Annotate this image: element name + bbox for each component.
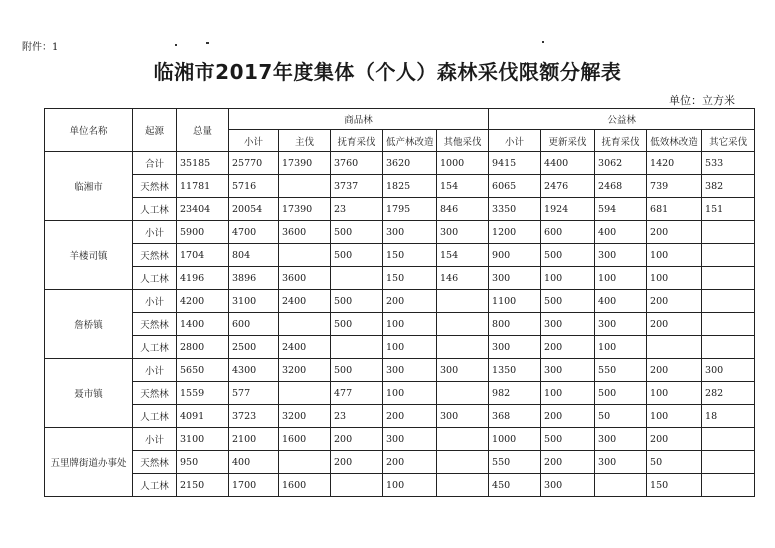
public-value-cell: 100	[595, 267, 647, 290]
public-value-cell	[702, 336, 755, 359]
commercial-value-cell: 600	[229, 313, 279, 336]
commercial-value-cell	[331, 474, 383, 497]
public-value-cell: 200	[541, 451, 595, 474]
commercial-value-cell: 3600	[279, 267, 331, 290]
commercial-value-cell: 500	[331, 290, 383, 313]
commercial-value-cell: 154	[437, 244, 489, 267]
total-cell: 35185	[177, 152, 229, 175]
public-value-cell: 550	[489, 451, 541, 474]
origin-cell: 人工林	[133, 405, 177, 428]
public-value-cell: 400	[595, 290, 647, 313]
public-value-cell: 500	[541, 290, 595, 313]
public-value-cell	[702, 313, 755, 336]
commercial-value-cell: 577	[229, 382, 279, 405]
origin-cell: 小计	[133, 221, 177, 244]
public-value-cell: 100	[647, 267, 702, 290]
table-row	[45, 290, 755, 313]
origin-cell: 天然林	[133, 313, 177, 336]
public-value-cell	[702, 451, 755, 474]
header-public-col: 更新采伐	[541, 130, 595, 152]
table-row	[45, 152, 755, 175]
public-value-cell: 400	[595, 221, 647, 244]
table-body	[45, 109, 755, 497]
table-row	[45, 428, 755, 451]
commercial-value-cell: 1795	[383, 198, 437, 221]
commercial-value-cell: 300	[383, 359, 437, 382]
public-value-cell	[702, 221, 755, 244]
commercial-value-cell	[437, 428, 489, 451]
public-value-cell: 282	[702, 382, 755, 405]
total-cell: 4200	[177, 290, 229, 313]
table-row	[45, 221, 755, 244]
commercial-value-cell: 3737	[331, 175, 383, 198]
commercial-value-cell: 3896	[229, 267, 279, 290]
commercial-value-cell	[279, 175, 331, 198]
public-value-cell: 50	[595, 405, 647, 428]
commercial-value-cell: 500	[331, 221, 383, 244]
unit-name-cell: 詹桥镇	[45, 290, 133, 359]
commercial-value-cell: 100	[383, 313, 437, 336]
commercial-value-cell: 23	[331, 405, 383, 428]
page-title: 临湘市2017年度集体（个人）森林采伐限额分解表	[153, 60, 622, 84]
commercial-value-cell: 4300	[229, 359, 279, 382]
origin-cell: 天然林	[133, 451, 177, 474]
scan-speck	[206, 42, 209, 44]
commercial-value-cell: 23	[331, 198, 383, 221]
unit-name-cell: 五里牌街道办事处	[45, 428, 133, 497]
origin-cell: 人工林	[133, 336, 177, 359]
total-cell: 1400	[177, 313, 229, 336]
public-value-cell: 1350	[489, 359, 541, 382]
commercial-value-cell: 3600	[279, 221, 331, 244]
commercial-value-cell: 3100	[229, 290, 279, 313]
public-value-cell: 1924	[541, 198, 595, 221]
commercial-value-cell: 3200	[279, 359, 331, 382]
commercial-value-cell: 500	[331, 313, 383, 336]
commercial-value-cell: 300	[437, 359, 489, 382]
table-row	[45, 336, 755, 359]
header-commercial-col: 低产林改造	[383, 130, 437, 152]
commercial-value-cell: 1000	[437, 152, 489, 175]
public-value-cell: 100	[595, 336, 647, 359]
public-value-cell: 450	[489, 474, 541, 497]
commercial-value-cell: 1600	[279, 428, 331, 451]
public-value-cell: 533	[702, 152, 755, 175]
public-value-cell	[595, 474, 647, 497]
public-value-cell: 200	[647, 221, 702, 244]
commercial-value-cell: 1600	[279, 474, 331, 497]
public-value-cell: 300	[702, 359, 755, 382]
public-value-cell: 300	[595, 451, 647, 474]
commercial-value-cell	[279, 382, 331, 405]
public-value-cell: 1420	[647, 152, 702, 175]
public-value-cell	[702, 474, 755, 497]
commercial-value-cell	[279, 451, 331, 474]
public-value-cell: 200	[541, 336, 595, 359]
table-row	[45, 313, 755, 336]
unit-name-cell: 聂市镇	[45, 359, 133, 428]
header-unit-name: 单位名称	[45, 109, 133, 152]
attachment-label: 附件：1	[22, 42, 59, 53]
table-row	[45, 244, 755, 267]
scan-speck	[542, 41, 544, 43]
public-value-cell: 100	[541, 267, 595, 290]
public-value-cell: 382	[702, 175, 755, 198]
public-value-cell: 300	[489, 267, 541, 290]
commercial-value-cell: 200	[383, 290, 437, 313]
total-cell: 4196	[177, 267, 229, 290]
commercial-value-cell: 17390	[279, 198, 331, 221]
total-cell: 2800	[177, 336, 229, 359]
commercial-value-cell: 20054	[229, 198, 279, 221]
commercial-value-cell: 150	[383, 267, 437, 290]
public-value-cell: 200	[647, 313, 702, 336]
commercial-value-cell	[279, 244, 331, 267]
origin-cell: 人工林	[133, 474, 177, 497]
public-value-cell: 200	[541, 405, 595, 428]
commercial-value-cell: 3200	[279, 405, 331, 428]
origin-cell: 小计	[133, 359, 177, 382]
total-cell: 1559	[177, 382, 229, 405]
header-commercial-col: 小计	[229, 130, 279, 152]
public-value-cell: 300	[595, 313, 647, 336]
commercial-value-cell: 200	[331, 451, 383, 474]
public-value-cell	[702, 290, 755, 313]
public-value-cell: 200	[647, 359, 702, 382]
public-value-cell: 6065	[489, 175, 541, 198]
commercial-value-cell: 1825	[383, 175, 437, 198]
table-row	[45, 175, 755, 198]
commercial-value-cell: 200	[383, 405, 437, 428]
public-value-cell: 200	[647, 290, 702, 313]
commercial-value-cell: 804	[229, 244, 279, 267]
header-row-1	[45, 109, 755, 130]
total-cell: 11781	[177, 175, 229, 198]
commercial-value-cell: 146	[437, 267, 489, 290]
origin-cell: 天然林	[133, 175, 177, 198]
origin-cell: 人工林	[133, 267, 177, 290]
public-value-cell: 2468	[595, 175, 647, 198]
commercial-value-cell: 2400	[279, 290, 331, 313]
public-value-cell	[702, 244, 755, 267]
public-value-cell: 100	[647, 244, 702, 267]
public-value-cell: 500	[595, 382, 647, 405]
commercial-value-cell	[437, 290, 489, 313]
total-cell: 2150	[177, 474, 229, 497]
commercial-value-cell: 100	[383, 474, 437, 497]
public-value-cell: 300	[595, 428, 647, 451]
public-value-cell: 3350	[489, 198, 541, 221]
commercial-value-cell: 846	[437, 198, 489, 221]
total-cell: 5900	[177, 221, 229, 244]
header-commercial-forest: 商品林	[229, 109, 489, 130]
public-value-cell: 9415	[489, 152, 541, 175]
public-value-cell: 18	[702, 405, 755, 428]
commercial-value-cell: 3723	[229, 405, 279, 428]
commercial-value-cell: 477	[331, 382, 383, 405]
public-value-cell: 800	[489, 313, 541, 336]
public-value-cell: 300	[541, 359, 595, 382]
commercial-value-cell: 2500	[229, 336, 279, 359]
commercial-value-cell: 25770	[229, 152, 279, 175]
table-row	[45, 198, 755, 221]
public-value-cell: 600	[541, 221, 595, 244]
public-value-cell: 982	[489, 382, 541, 405]
scan-speck	[175, 44, 177, 46]
public-value-cell: 4400	[541, 152, 595, 175]
header-public-col: 小计	[489, 130, 541, 152]
public-value-cell: 3062	[595, 152, 647, 175]
commercial-value-cell: 1700	[229, 474, 279, 497]
public-value-cell: 900	[489, 244, 541, 267]
origin-cell: 小计	[133, 290, 177, 313]
header-commercial-col: 主伐	[279, 130, 331, 152]
origin-cell: 合计	[133, 152, 177, 175]
table-row	[45, 382, 755, 405]
commercial-value-cell	[331, 267, 383, 290]
public-value-cell: 300	[595, 244, 647, 267]
commercial-value-cell: 100	[383, 336, 437, 359]
public-value-cell: 50	[647, 451, 702, 474]
table-row	[45, 451, 755, 474]
total-cell: 1704	[177, 244, 229, 267]
commercial-value-cell	[437, 336, 489, 359]
table-row	[45, 474, 755, 497]
unit-name-cell: 羊楼司镇	[45, 221, 133, 290]
public-value-cell: 500	[541, 428, 595, 451]
public-value-cell: 594	[595, 198, 647, 221]
commercial-value-cell: 300	[383, 221, 437, 244]
public-value-cell: 368	[489, 405, 541, 428]
header-public-col: 低效林改造	[647, 130, 702, 152]
commercial-value-cell: 5716	[229, 175, 279, 198]
commercial-value-cell: 150	[383, 244, 437, 267]
commercial-value-cell	[437, 474, 489, 497]
public-value-cell: 150	[647, 474, 702, 497]
commercial-value-cell: 300	[437, 221, 489, 244]
public-value-cell: 550	[595, 359, 647, 382]
total-cell: 4091	[177, 405, 229, 428]
unit-name-cell: 临湘市	[45, 152, 133, 221]
harvest-quota-table	[44, 108, 755, 497]
header-public-forest: 公益林	[489, 109, 755, 130]
public-value-cell	[702, 267, 755, 290]
public-value-cell: 151	[702, 198, 755, 221]
commercial-value-cell: 200	[383, 451, 437, 474]
public-value-cell	[702, 428, 755, 451]
commercial-value-cell: 100	[383, 382, 437, 405]
table-row	[45, 405, 755, 428]
commercial-value-cell	[331, 336, 383, 359]
origin-cell: 天然林	[133, 244, 177, 267]
total-cell: 950	[177, 451, 229, 474]
public-value-cell	[647, 336, 702, 359]
public-value-cell: 100	[647, 382, 702, 405]
commercial-value-cell: 3760	[331, 152, 383, 175]
table-row	[45, 359, 755, 382]
public-value-cell: 500	[541, 244, 595, 267]
commercial-value-cell: 500	[331, 244, 383, 267]
commercial-value-cell: 300	[437, 405, 489, 428]
public-value-cell: 739	[647, 175, 702, 198]
origin-cell: 人工林	[133, 198, 177, 221]
commercial-value-cell	[437, 382, 489, 405]
public-value-cell: 681	[647, 198, 702, 221]
public-value-cell: 2476	[541, 175, 595, 198]
total-cell: 23404	[177, 198, 229, 221]
public-value-cell: 300	[541, 474, 595, 497]
commercial-value-cell: 3620	[383, 152, 437, 175]
public-value-cell: 300	[541, 313, 595, 336]
public-value-cell: 100	[541, 382, 595, 405]
origin-cell: 小计	[133, 428, 177, 451]
header-commercial-col: 抚育采伐	[331, 130, 383, 152]
public-value-cell: 100	[647, 405, 702, 428]
public-value-cell: 300	[489, 336, 541, 359]
public-value-cell: 1000	[489, 428, 541, 451]
commercial-value-cell: 2400	[279, 336, 331, 359]
public-value-cell: 1100	[489, 290, 541, 313]
commercial-value-cell	[437, 313, 489, 336]
public-value-cell: 200	[647, 428, 702, 451]
commercial-value-cell: 500	[331, 359, 383, 382]
header-public-col: 其它采伐	[702, 130, 755, 152]
commercial-value-cell: 300	[383, 428, 437, 451]
origin-cell: 天然林	[133, 382, 177, 405]
header-total: 总量	[177, 109, 229, 152]
header-public-col: 抚育采伐	[595, 130, 647, 152]
commercial-value-cell	[279, 313, 331, 336]
table-row	[45, 267, 755, 290]
commercial-value-cell: 17390	[279, 152, 331, 175]
commercial-value-cell: 4700	[229, 221, 279, 244]
total-cell: 5650	[177, 359, 229, 382]
header-commercial-col: 其他采伐	[437, 130, 489, 152]
public-value-cell: 1200	[489, 221, 541, 244]
commercial-value-cell	[437, 451, 489, 474]
total-cell: 3100	[177, 428, 229, 451]
commercial-value-cell: 154	[437, 175, 489, 198]
commercial-value-cell: 2100	[229, 428, 279, 451]
commercial-value-cell: 400	[229, 451, 279, 474]
unit-label: 单位：立方米	[669, 94, 735, 107]
header-origin: 起源	[133, 109, 177, 152]
commercial-value-cell: 200	[331, 428, 383, 451]
